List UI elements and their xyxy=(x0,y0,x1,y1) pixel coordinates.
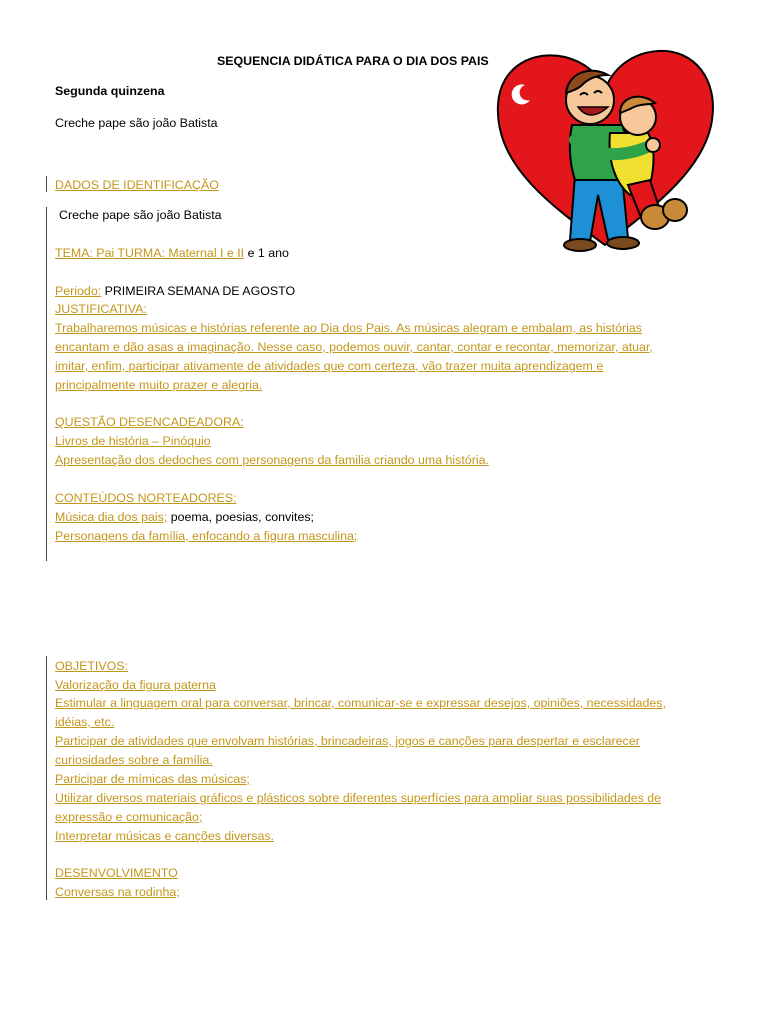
questao-line: Apresentação dos dedoches com personagens da familia criando uma história. xyxy=(55,453,489,467)
margin-bar xyxy=(46,176,47,192)
periodo-value: PRIMEIRA SEMANA DE AGOSTO xyxy=(101,284,296,298)
objetivos-line: curiosidades sobre a família. xyxy=(55,753,213,767)
questao-heading: QUESTÃO DESENCADEADORA: xyxy=(55,415,244,429)
questao-line: Livros de história – Pinóquio xyxy=(55,434,211,448)
conteudos-musica-line xyxy=(55,508,314,527)
justificativa-line: principalmente muito prazer e alegria. xyxy=(55,378,263,392)
conteudos-heading: CONTEÚDOS NORTEADORES: xyxy=(55,491,237,505)
justificativa-line: encantam e dão asas a imaginação. Nesse caso, podemos ouvir, cantar, contar e recontar, memorizar, atuar, xyxy=(55,340,653,354)
tema-label: TEMA: Pai TURMA: Maternal I e II xyxy=(55,246,245,260)
ident-school: Creche pape são joão Batista xyxy=(59,208,222,222)
conteudos-personagens: Personagens da família, enfocando a figura masculina; xyxy=(55,529,358,543)
margin-bar xyxy=(46,656,47,900)
margin-bar xyxy=(46,207,47,561)
desenvolvimento-line: Conversas na rodinha; xyxy=(55,885,180,899)
objetivos-line: Utilizar diversos materiais gráficos e plásticos sobre diferentes superfícies para ampliar suas possibilidades de xyxy=(55,791,662,805)
objetivos-line: expressão e comunicação; xyxy=(55,810,203,824)
objetivos-line: Participar de atividades que envolvam histórias, brincadeiras, jogos e canções para despertar e esclarecer xyxy=(55,734,640,748)
justificativa-line: Trabalharemos músicas e histórias referente ao Dia dos Pais. As músicas alegram e embalam, as histórias xyxy=(55,321,642,335)
musica-rest: poema, poesias, convites; xyxy=(167,510,314,524)
objetivos-line: Participar de mímicas das músicas; xyxy=(55,772,250,786)
objetivos-line: Estimular a linguagem oral para conversar, brincar, comunicar-se e expressar desejos, opiniões, necessidades, xyxy=(55,696,666,710)
justificativa-line: imitar, enfim, participar ativamente de atividades que com certeza, vão trazer muita aprendizagem e xyxy=(55,359,604,373)
objetivos-line: Interpretar músicas e canções diversas. xyxy=(55,829,274,843)
tema-line xyxy=(55,246,289,260)
father-hugging-child-heart-icon xyxy=(490,45,720,260)
school-name-top: Creche pape são joão Batista xyxy=(55,116,218,130)
periodo-line xyxy=(55,284,295,298)
page-title: SEQUENCIA DIDÁTICA PARA O DIA DOS PAIS xyxy=(217,54,489,68)
objetivos-heading: OBJETIVOS: xyxy=(55,659,128,673)
musica-label: Música dia dos pais; xyxy=(55,510,168,524)
objetivos-line: idéias, etc. xyxy=(55,715,115,729)
justificativa-heading: JUSTIFICATIVA: xyxy=(55,302,147,316)
desenvolvimento-heading: DESENVOLVIMENTO xyxy=(55,866,178,880)
periodo-label: Periodo: xyxy=(55,284,102,298)
objetivos-line: Valorização da figura paterna xyxy=(55,678,216,692)
ident-heading: DADOS DE IDENTIFICAÇÃO xyxy=(55,178,219,192)
tema-rest: e 1 ano xyxy=(244,246,289,260)
subtitle: Segunda quinzena xyxy=(55,84,165,98)
